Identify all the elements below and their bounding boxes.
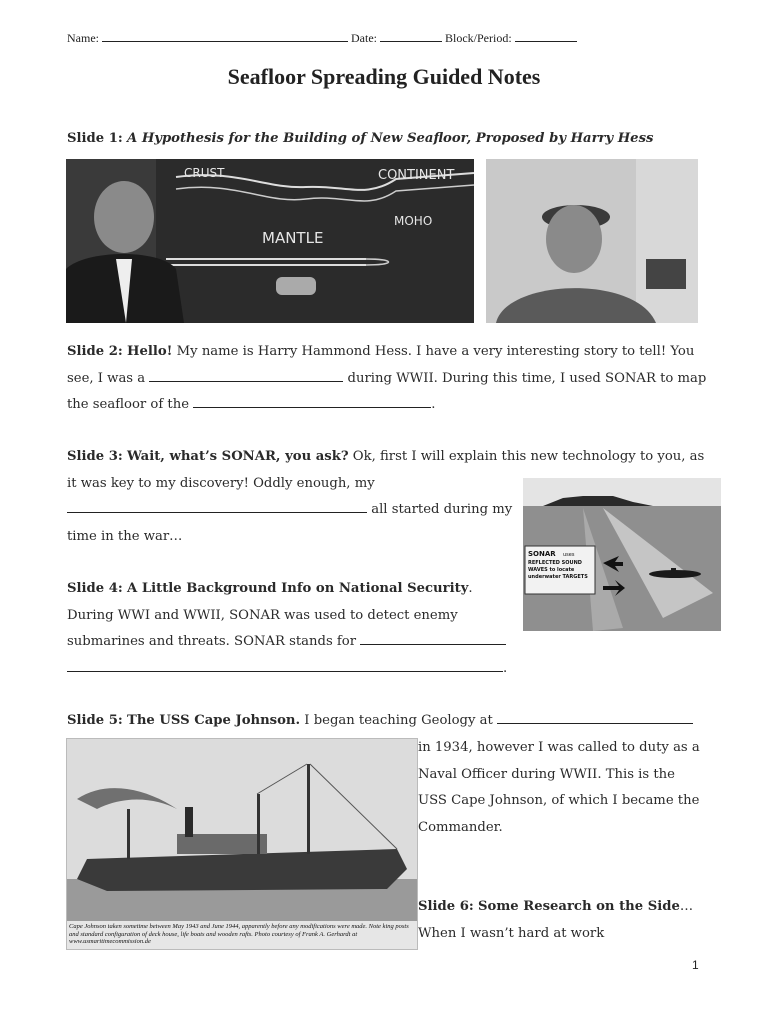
slide3-blank1[interactable] xyxy=(67,498,367,513)
slide3-text2: all started during my time in the war… xyxy=(67,502,513,544)
slide4-section xyxy=(67,576,517,682)
slide3-text1: Ok, first I will explain this new technology to you, as it was key to my discovery! Oddly enough, my xyxy=(67,449,705,491)
slide5-heading: The USS Cape Johnson. xyxy=(127,713,301,728)
sonar-illustration xyxy=(523,478,721,631)
slide5-text1: I began teaching Geology at xyxy=(304,713,493,728)
page-number: 1 xyxy=(692,958,699,972)
ship-photo-caption: Cape Johnson taken sometime between May 1943 and June 1944, apparently before any modifications were made. Note king posts and standard configuration of deck house, life boats and wooden rafts. Photo courtesy of Frank A. Gerhardt at www.usmaritimecommission.de xyxy=(69,923,409,945)
student-info-line xyxy=(67,27,707,46)
slide2-blank2[interactable] xyxy=(193,393,431,408)
slide3-label: Slide 3: xyxy=(67,449,123,464)
slide2-text2: during WWII. During this time, I used SONAR to map the seafloor of the xyxy=(67,370,707,412)
board-word-continent: CONTINENT xyxy=(378,168,455,183)
hess-navy-portrait-photo xyxy=(486,159,698,323)
name-label: Name: xyxy=(67,31,99,45)
sonar-label: SONAR xyxy=(528,550,556,558)
date-label: Date: xyxy=(351,31,377,45)
uss-cape-johnson-photo xyxy=(66,738,418,950)
slide6-section xyxy=(418,894,708,947)
block-period-label: Block/Period: xyxy=(445,31,512,45)
slide6-text1: … When I wasn’t hard at work xyxy=(418,899,694,941)
slide2-label: Slide 2: xyxy=(67,344,123,359)
slide2-text3: . xyxy=(431,397,436,412)
block-period-field[interactable] xyxy=(515,27,577,42)
slide1-heading xyxy=(67,126,727,153)
slide5-text2: in 1934, however I was called to duty as a Naval Officer during WWII. This is the USS Cape Johnson, of which I became the Commander. xyxy=(418,740,700,835)
page-title: Seafloor Spreading Guided Notes xyxy=(227,64,541,89)
slide4-blank1[interactable] xyxy=(360,630,506,645)
sonar-uses-label: uses xyxy=(563,552,575,558)
slide1-title: A Hypothesis for the Building of New Seafloor, Proposed by Harry Hess xyxy=(127,131,654,146)
date-field[interactable] xyxy=(380,27,442,42)
slide5-blank1[interactable] xyxy=(497,709,693,724)
slide6-label: Slide 6: xyxy=(418,899,474,914)
slide1-label: Slide 1: xyxy=(67,131,123,146)
slide5-label: Slide 5: xyxy=(67,713,123,728)
board-word-crust: CRUST xyxy=(184,166,225,180)
slide5-heading-line xyxy=(67,708,707,735)
slide3-continued xyxy=(67,497,517,550)
slide4-heading-period: . xyxy=(468,581,473,596)
slide2-heading: Hello! xyxy=(127,344,173,359)
slide2-blank1[interactable] xyxy=(149,367,343,382)
hess-chalkboard-photo xyxy=(66,159,474,323)
sonar-description: REFLECTED SOUND WAVES to locate underwater TARGETS xyxy=(528,560,588,580)
slide3-heading: Wait, what’s SONAR, you ask? xyxy=(127,449,349,464)
name-field[interactable] xyxy=(102,27,348,42)
slide6-heading: Some Research on the Side xyxy=(478,899,680,914)
slide4-blank2[interactable] xyxy=(67,657,503,672)
ship-illustration xyxy=(67,739,417,921)
board-word-mantle: MANTLE xyxy=(262,229,324,247)
slide4-text1: During WWI and WWII, SONAR was used to detect enemy submarines and threats. SONAR stands for xyxy=(67,607,458,649)
chalkboard-illustration xyxy=(66,159,474,323)
slide4-label: Slide 4: xyxy=(67,581,123,596)
sonar-diagram xyxy=(523,478,721,631)
slide4-text2: . xyxy=(503,660,508,676)
portrait-illustration xyxy=(486,159,698,323)
slide2-section xyxy=(67,339,707,419)
slide4-heading: A Little Background Info on National Security xyxy=(127,581,469,596)
board-word-moho: MOHO xyxy=(394,214,433,228)
slide2-text1: My name is Harry Hammond Hess. I have a very interesting story to tell! You see, I was a xyxy=(67,344,695,386)
